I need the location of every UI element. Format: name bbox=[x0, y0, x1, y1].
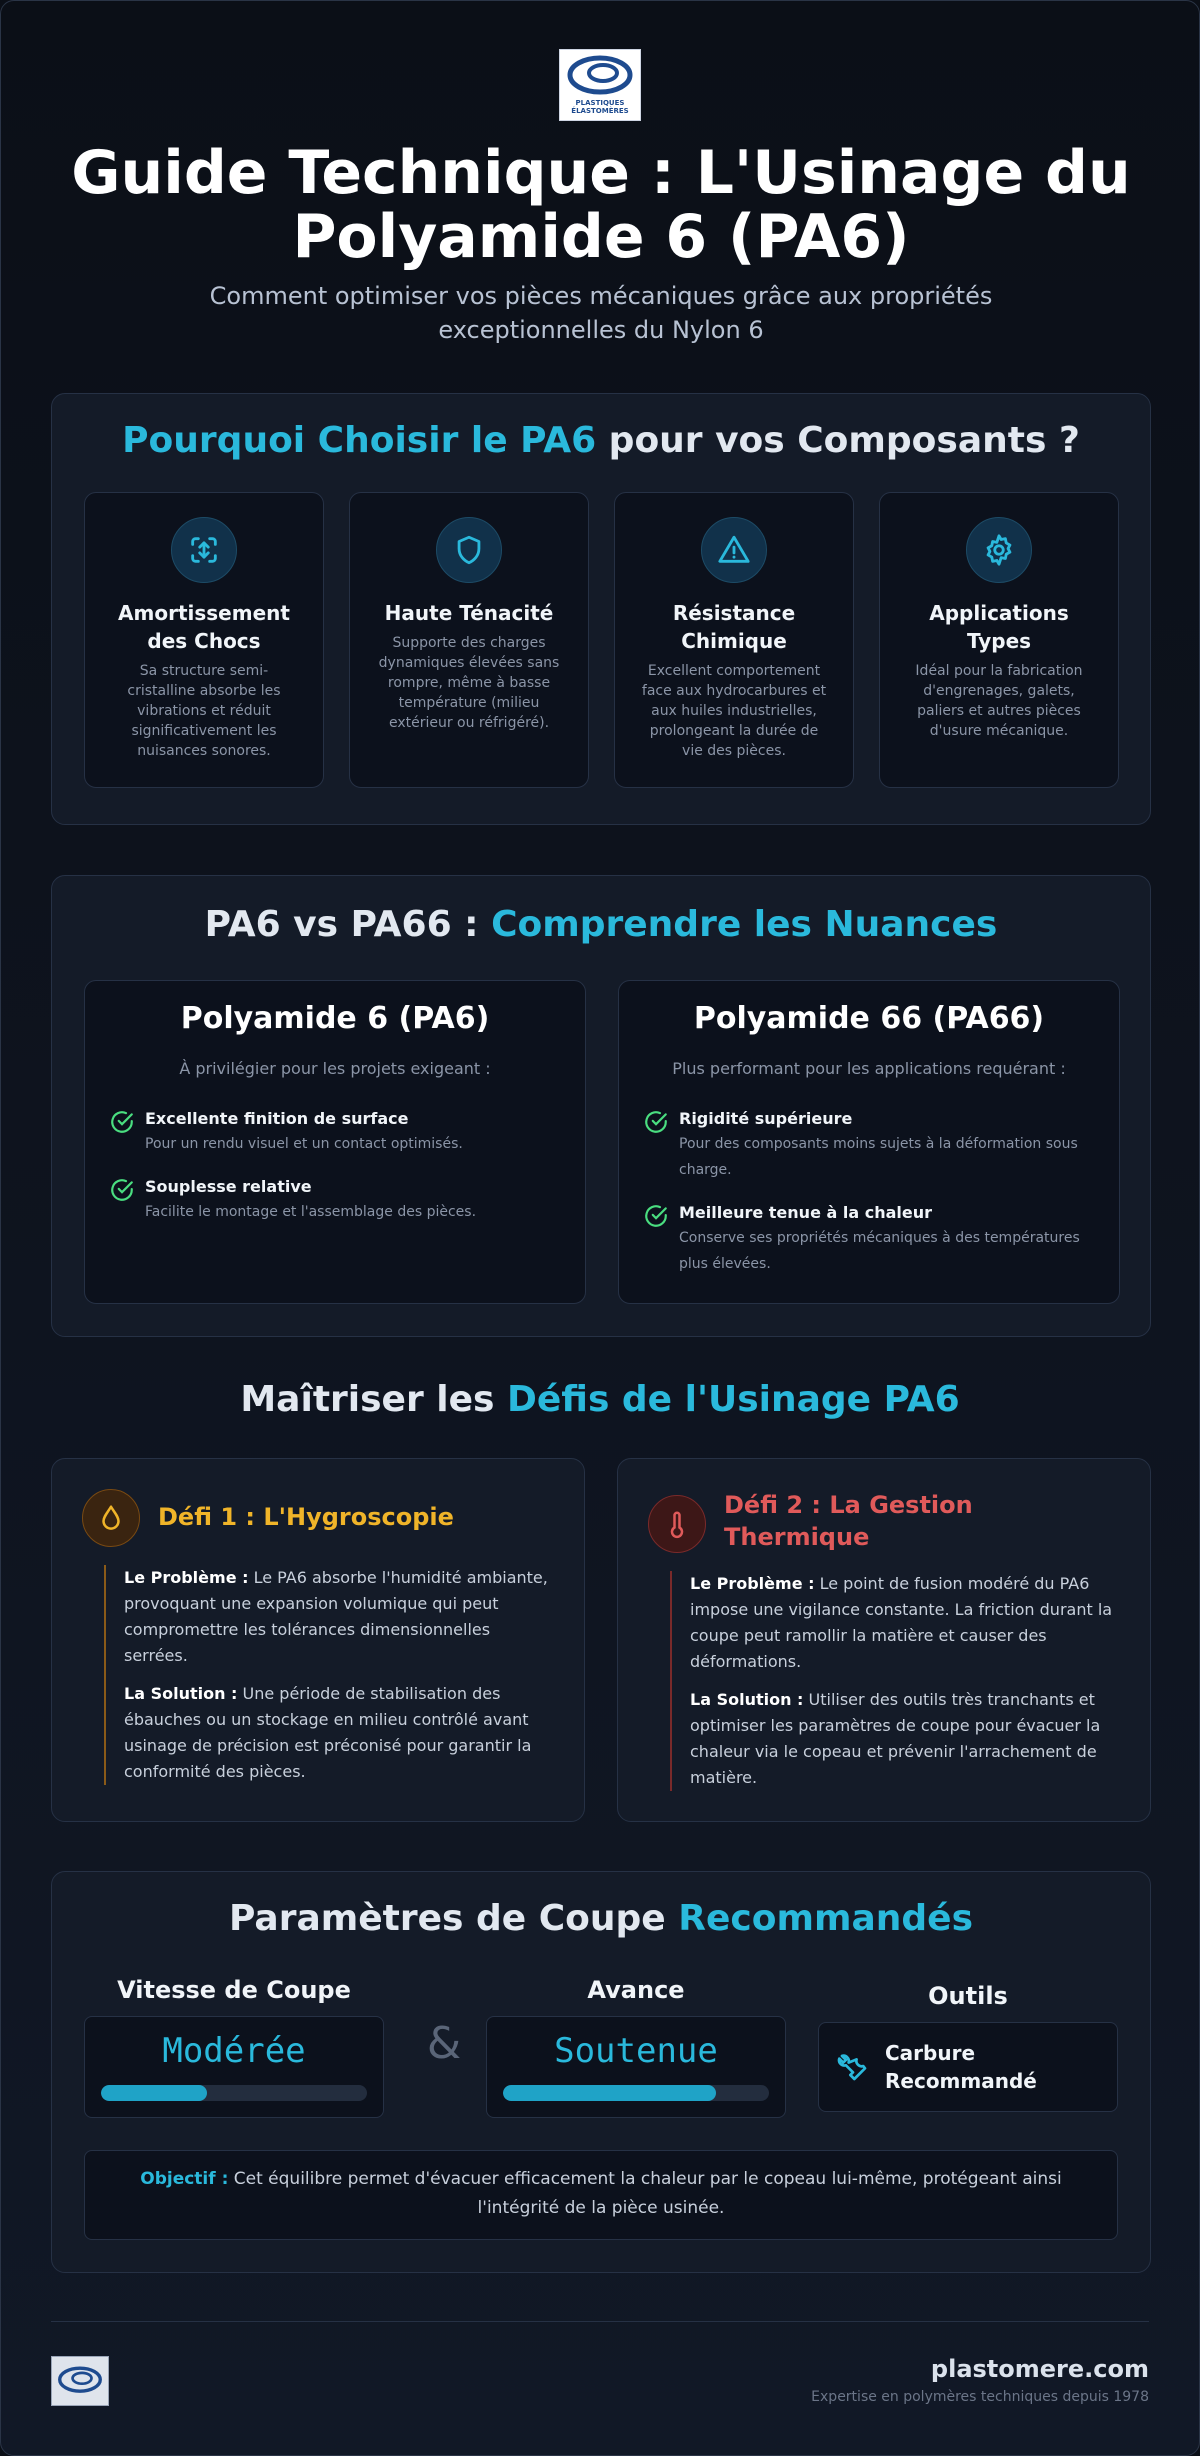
feed-label: Avance bbox=[587, 1976, 685, 2004]
pa66-item-title: Rigidité supérieure bbox=[679, 1109, 853, 1128]
pa66-card bbox=[618, 980, 1120, 1304]
challenge-card-hygroscopy bbox=[51, 1458, 585, 1822]
feature-card bbox=[349, 492, 589, 788]
challenge-1-problem: Le Problème : Le PA6 absorbe l'humidité ambiante, provoquant une expansion volumique qui peut compromettre les tolérances dimensionnelles serrées. bbox=[124, 1568, 548, 1665]
challenge-2-title: Défi 2 : La Gestion Thermique bbox=[724, 1491, 973, 1551]
feature-desc: Excellent comportement face aux hydrocarbures et aux huiles industrielles, prolongeant la durée de vie des pièces. bbox=[641, 663, 827, 759]
challenge-2-body bbox=[670, 1571, 1116, 1791]
pa66-item-desc: Conserve ses propriétés mécaniques à des températures plus élevées. bbox=[679, 1230, 1080, 1272]
pa66-title: Polyamide 66 (PA66) bbox=[693, 1001, 1045, 1036]
feature-title: Applications Types bbox=[929, 601, 1069, 653]
feed-box bbox=[486, 2016, 786, 2118]
speed-bar-fill bbox=[101, 2085, 207, 2101]
challenges-title: Maîtriser les Défis de l'Usinage PA6 bbox=[240, 1379, 960, 1420]
footer-divider bbox=[51, 2321, 1149, 2322]
challenge-1-solution: La Solution : Une période de stabilisation des ébauches ou un stockage en milieu contrôlé avant usinage de précision est préconisé pour garantir la conformité des pièces. bbox=[124, 1684, 532, 1781]
pa6-item-title: Excellente finition de surface bbox=[145, 1109, 409, 1128]
feature-title: Résistance Chimique bbox=[672, 601, 796, 653]
feature-card bbox=[879, 492, 1119, 788]
params-title: Paramètres de Coupe Recommandés bbox=[228, 1898, 974, 1939]
pa6-card bbox=[84, 980, 586, 1304]
check-circle-icon bbox=[109, 1109, 135, 1135]
challenge-1-body bbox=[104, 1565, 550, 1785]
check-circle-icon bbox=[109, 1177, 135, 1203]
feature-desc: Idéal pour la fabrication d'engrenages, galets, paliers et autres pièces d'usure mécanique. bbox=[915, 663, 1083, 739]
cutting-params-section bbox=[51, 1871, 1151, 2273]
feature-title: Amortissement des Chocs bbox=[118, 601, 290, 653]
pa6-item-title: Souplesse relative bbox=[145, 1177, 312, 1196]
pa6-item-desc: Facilite le montage et l'assemblage des pièces. bbox=[145, 1204, 477, 1220]
speed-box bbox=[84, 2016, 384, 2118]
droplet-icon bbox=[82, 1489, 140, 1547]
objective-box bbox=[84, 2150, 1118, 2240]
feature-card bbox=[84, 492, 324, 788]
wrench-icon bbox=[837, 2051, 869, 2083]
pa6-subtitle: À privilégier pour les projets exigeant : bbox=[179, 1059, 491, 1078]
footer-site-link[interactable]: plastomere.com bbox=[930, 2355, 1149, 2383]
warning-triangle-icon bbox=[701, 517, 767, 583]
feature-desc: Sa structure semi-cristalline absorbe les vibrations et réduit significativement les nuisances sonores. bbox=[127, 663, 281, 759]
challenge-1-title: Défi 1 : L'Hygroscopie bbox=[158, 1503, 454, 1531]
tools-label: Outils bbox=[928, 1982, 1008, 2010]
check-circle-icon bbox=[643, 1109, 669, 1135]
feed-bar-fill bbox=[503, 2085, 716, 2101]
footer-tagline: Expertise en polymères techniques depuis 1978 bbox=[811, 2389, 1149, 2405]
pa6-item-desc: Pour un rendu visuel et un contact optimisés. bbox=[145, 1136, 463, 1152]
feature-card bbox=[614, 492, 854, 788]
ampersand: & bbox=[426, 2018, 462, 2069]
footer-logo bbox=[51, 2356, 109, 2406]
check-circle-icon bbox=[643, 1203, 669, 1229]
pa66-item-title: Meilleure tenue à la chaleur bbox=[679, 1203, 932, 1222]
compare-section bbox=[51, 875, 1151, 1337]
challenge-2-solution: La Solution : Utiliser des outils très tranchants et optimiser les paramètres de coupe pour évacuer la chaleur via le copeau et prévenir l'arrachement de matière. bbox=[690, 1690, 1101, 1787]
pa66-item-desc: Pour des composants moins sujets à la déformation sous charge. bbox=[679, 1136, 1078, 1178]
speed-label: Vitesse de Coupe bbox=[117, 1976, 351, 2004]
feed-bar bbox=[503, 2085, 769, 2101]
company-logo bbox=[559, 49, 641, 121]
shield-icon bbox=[436, 517, 502, 583]
why-pa6-title: Pourquoi Choisir le PA6 pour vos Composants ? bbox=[122, 420, 1080, 461]
challenge-card-thermal bbox=[617, 1458, 1151, 1822]
feature-title: Haute Ténacité bbox=[384, 601, 554, 625]
page-subtitle: Comment optimiser vos pièces mécaniques grâce aux propriétés exceptionnelles du Nylon 6 bbox=[209, 282, 993, 344]
compare-title: PA6 vs PA66 : Comprendre les Nuances bbox=[204, 904, 998, 945]
feed-value: Soutenue bbox=[554, 2031, 718, 2071]
pa6-title: Polyamide 6 (PA6) bbox=[180, 1001, 490, 1036]
gear-icon bbox=[966, 517, 1032, 583]
pa66-subtitle: Plus performant pour les applications requérant : bbox=[672, 1059, 1066, 1078]
shock-absorption-icon bbox=[171, 517, 237, 583]
feature-desc: Supporte des charges dynamiques élevées sans rompre, même à basse température (milieu extérieur ou réfrigéré). bbox=[378, 635, 560, 731]
thermometer-icon bbox=[648, 1495, 706, 1553]
speed-bar bbox=[101, 2085, 367, 2101]
why-pa6-section bbox=[51, 393, 1151, 825]
challenge-2-problem: Le Problème : Le point de fusion modéré du PA6 impose une vigilance constante. La friction durant la coupe peut ramollir la matière et causer des déformations. bbox=[690, 1574, 1113, 1671]
logo-text: PLASTIQUES ÉLASTOMÈRES bbox=[571, 99, 629, 115]
speed-value: Modérée bbox=[162, 2031, 306, 2071]
tools-box bbox=[818, 2022, 1118, 2112]
page-title: Guide Technique : L'Usinage du Polyamide 6 (PA6) bbox=[71, 138, 1131, 272]
objective-text: Objectif : Cet équilibre permet d'évacuer efficacement la chaleur par le copeau lui-même, protégeant ainsi l'intégrité de la pièce usinée. bbox=[140, 2169, 1062, 2218]
tools-value: Carbure Recommandé bbox=[885, 2041, 1037, 2093]
